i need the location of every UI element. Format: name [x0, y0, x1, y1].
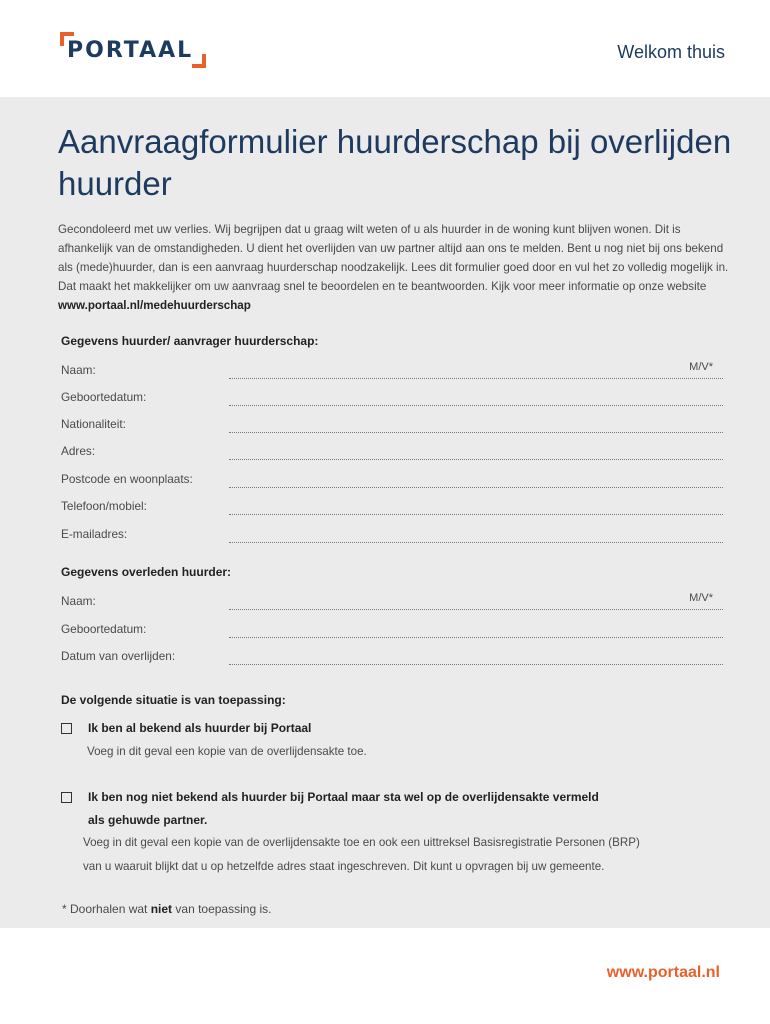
field-line[interactable]	[229, 637, 723, 638]
field-line[interactable]	[229, 487, 723, 488]
field-line[interactable]	[229, 542, 723, 543]
option1-checkbox[interactable]	[61, 723, 72, 734]
field-row-naam[interactable]	[61, 359, 723, 379]
footnote-suffix: van toepassing is.	[172, 902, 272, 916]
field-label: Telefoon/mobiel:	[61, 499, 147, 513]
field-label: Nationaliteit:	[61, 417, 126, 431]
field-row-geboortedatum[interactable]	[61, 386, 723, 406]
website-link[interactable]: www.portaal.nl/medehuurderschap	[58, 299, 251, 312]
field-row-overleden-geboortedatum[interactable]	[61, 618, 723, 638]
portaal-logo	[60, 32, 210, 72]
section-huurder-title: Gegevens huurder/ aanvrager huurderschap:	[61, 334, 319, 348]
field-label: Datum van overlijden:	[61, 649, 176, 663]
option2-label-line2: als gehuwde partner.	[88, 813, 208, 827]
page-header	[0, 0, 770, 97]
gender-marker: M/V*	[689, 361, 713, 373]
field-line[interactable]	[229, 405, 723, 406]
field-row-overleden-naam[interactable]	[61, 590, 723, 610]
section-situatie-title: De volgende situatie is van toepassing:	[61, 693, 286, 707]
field-line[interactable]	[229, 609, 723, 610]
field-line[interactable]	[229, 378, 723, 379]
field-line[interactable]	[229, 664, 723, 665]
gender-marker: M/V*	[689, 592, 713, 604]
field-row-adres[interactable]	[61, 440, 723, 460]
field-row-datum-overlijden[interactable]	[61, 645, 723, 665]
intro-paragraph	[58, 220, 733, 315]
section-overleden-title: Gegevens overleden huurder:	[61, 565, 232, 579]
footer-website-link[interactable]: www.portaal.nl	[606, 964, 720, 981]
field-row-email[interactable]	[61, 523, 723, 543]
field-label: Geboortedatum:	[61, 390, 147, 404]
option2-label-line1: Ik ben nog niet bekend als huurder bij Portaal maar sta wel op de overlijdensakte vermeld	[88, 790, 599, 804]
tagline: Welkom thuis	[617, 42, 725, 62]
intro-text: Gecondoleerd met uw verlies. Wij begrijpen dat u graag wilt weten of u als huurder in de woning kunt blijven wonen. Dit is afhankelijk van de omstandigheden. U dient het overlijden van uw partner altijd aan ons te melden. Bent u nog niet bij ons bekend als (mede)huurder, dan is een aanvraag huurderschap noodzakelijk. Lees dit formulier goed door en vul het zo volledig mogelijk in. Dat maakt het makkelijker om uw aanvraag snel te beoordelen en te beantwoorden. Kijk voor meer informatie op onze website	[58, 223, 729, 293]
field-row-telefoon[interactable]	[61, 495, 723, 515]
field-label: Naam:	[61, 363, 96, 377]
page-title: Aanvraagformulier huurderschap bij overlijden huurder	[58, 123, 732, 202]
field-label: Naam:	[61, 594, 96, 608]
footnote-bold: niet	[150, 902, 173, 916]
footnote	[62, 902, 271, 916]
field-label: Postcode en woonplaats:	[61, 472, 193, 486]
form-body	[0, 97, 770, 928]
field-line[interactable]	[229, 514, 723, 515]
footnote-prefix: * Doorhalen wat	[62, 902, 151, 916]
option1-label: Ik ben al bekend als huurder bij Portaal	[88, 721, 312, 735]
field-row-nationaliteit[interactable]	[61, 413, 723, 433]
field-label: E-mailadres:	[61, 527, 128, 541]
field-label: Adres:	[61, 444, 96, 458]
option2-note-line1: Voeg in dit geval een kopie van de overlijdensakte toe en ook een uittreksel Basisregistratie Personen (BRP)	[83, 836, 640, 849]
field-label: Geboortedatum:	[61, 622, 147, 636]
field-row-postcode[interactable]	[61, 468, 723, 488]
logo-text: PORTAAL	[67, 38, 194, 63]
field-line[interactable]	[229, 432, 723, 433]
logo-bracket-bottom-right	[192, 54, 206, 68]
field-line[interactable]	[229, 459, 723, 460]
option1-note: Voeg in dit geval een kopie van de overlijdensakte toe.	[87, 745, 367, 758]
option2-note-line2: van u waaruit blijkt dat u op hetzelfde adres staat ingeschreven. Dit kunt u opvragen bij uw gemeente.	[83, 860, 605, 873]
option2-checkbox[interactable]	[61, 792, 72, 803]
